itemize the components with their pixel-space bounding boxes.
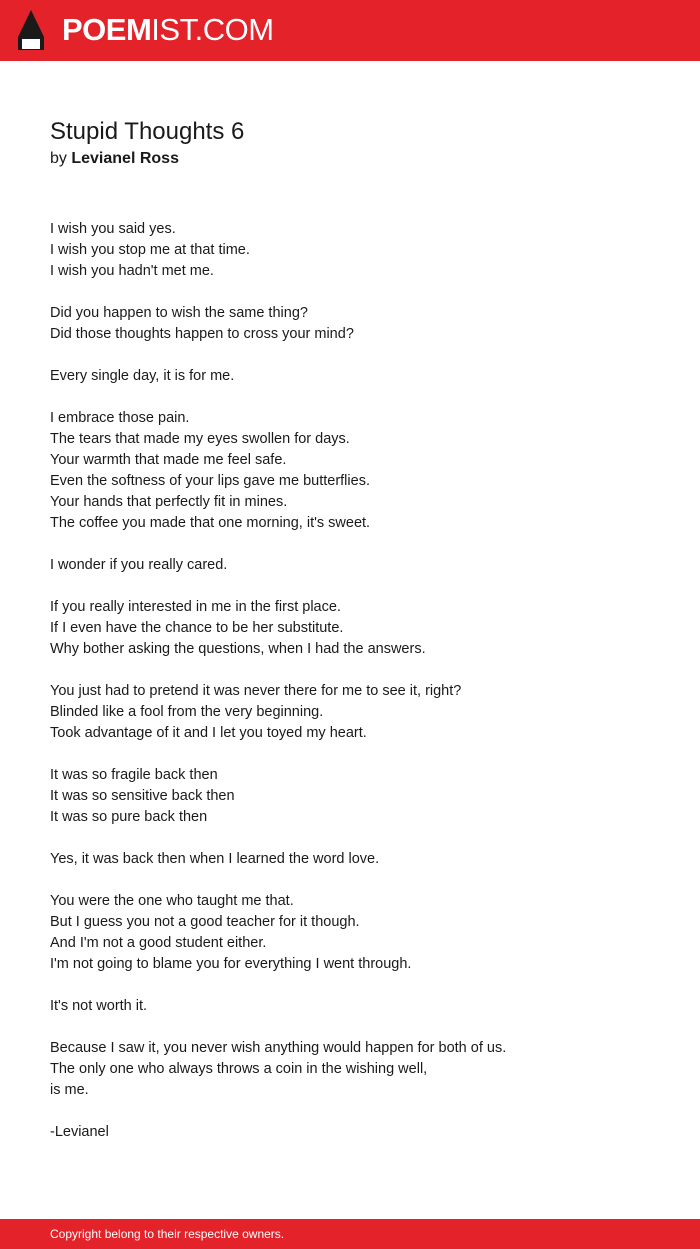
poem-body — [50, 219, 650, 1143]
poem-line: It's not worth it. — [50, 998, 148, 1014]
poem-line: Did you happen to wish the same thing? — [50, 305, 308, 321]
poem-line: It was so fragile back then — [50, 767, 218, 783]
poem-line: You just had to pretend it was never there for me to see it, right? — [50, 683, 462, 699]
poem-line: Your hands that perfectly fit in mines. — [50, 494, 288, 510]
stanza-break — [50, 870, 650, 891]
poem-line: is me. — [50, 1082, 89, 1098]
byline — [50, 149, 179, 169]
stanza-break — [50, 1017, 650, 1038]
stanza-break — [50, 282, 650, 303]
poem-line: I wish you stop me at that time. — [50, 242, 250, 258]
poem-line: Every single day, it is for me. — [50, 368, 235, 384]
footer-bar — [0, 1219, 700, 1249]
poem-line: The only one who always throws a coin in the wishing well, — [50, 1061, 428, 1077]
poem-line: Because I saw it, you never wish anything would happen for both of us. — [50, 1040, 507, 1056]
poem-line: Even the softness of your lips gave me butterflies. — [50, 473, 370, 489]
header-bar — [0, 0, 700, 61]
poem-line: If you really interested in me in the first place. — [50, 599, 341, 615]
copyright-text: Copyright belong to their respective owners. — [50, 1227, 285, 1241]
stanza-break — [50, 345, 650, 366]
stanza-break — [50, 744, 650, 765]
poem-line: The coffee you made that one morning, it's sweet. — [50, 515, 371, 531]
poem-line: I wonder if you really cared. — [50, 557, 228, 573]
poem-line: You were the one who taught me that. — [50, 893, 294, 909]
poem-line: I embrace those pain. — [50, 410, 190, 426]
pencil-icon[interactable] — [17, 9, 45, 51]
poem-line: I wish you said yes. — [50, 221, 176, 237]
logo-light-text: IST.COM — [151, 12, 274, 47]
stanza-break — [50, 1101, 650, 1122]
poem-title: Stupid Thoughts 6 — [50, 118, 245, 145]
poem-line: The tears that made my eyes swollen for days. — [50, 431, 350, 447]
stanza-break — [50, 828, 650, 849]
logo-bold-text: POEM — [62, 12, 152, 47]
stanza-break — [50, 975, 650, 996]
stanza-break — [50, 660, 650, 681]
stanza-break — [50, 576, 650, 597]
stanza-break — [50, 534, 650, 555]
site-logo[interactable] — [62, 12, 274, 48]
poem-line: Why bother asking the questions, when I had the answers. — [50, 641, 426, 657]
byline-prefix: by — [50, 150, 67, 167]
poem-line: It was so pure back then — [50, 809, 208, 825]
poem-line: Blinded like a fool from the very beginning. — [50, 704, 324, 720]
poem-line: And I'm not a good student either. — [50, 935, 267, 951]
poem-line: But I guess you not a good teacher for it though. — [50, 914, 360, 930]
poem-line: I wish you hadn't met me. — [50, 263, 214, 279]
poem-line: -Levianel — [50, 1124, 109, 1140]
poem-line: Did those thoughts happen to cross your mind? — [50, 326, 354, 342]
stanza-break — [50, 387, 650, 408]
author-name: Levianel Ross — [71, 150, 179, 167]
poem-line: I'm not going to blame you for everything I went through. — [50, 956, 412, 972]
poem-line: It was so sensitive back then — [50, 788, 235, 804]
poem-line: Took advantage of it and I let you toyed my heart. — [50, 725, 367, 741]
poem-line: Yes, it was back then when I learned the word love. — [50, 851, 380, 867]
poem-line: If I even have the chance to be her substitute. — [50, 620, 344, 636]
poem-line: Your warmth that made me feel safe. — [50, 452, 287, 468]
